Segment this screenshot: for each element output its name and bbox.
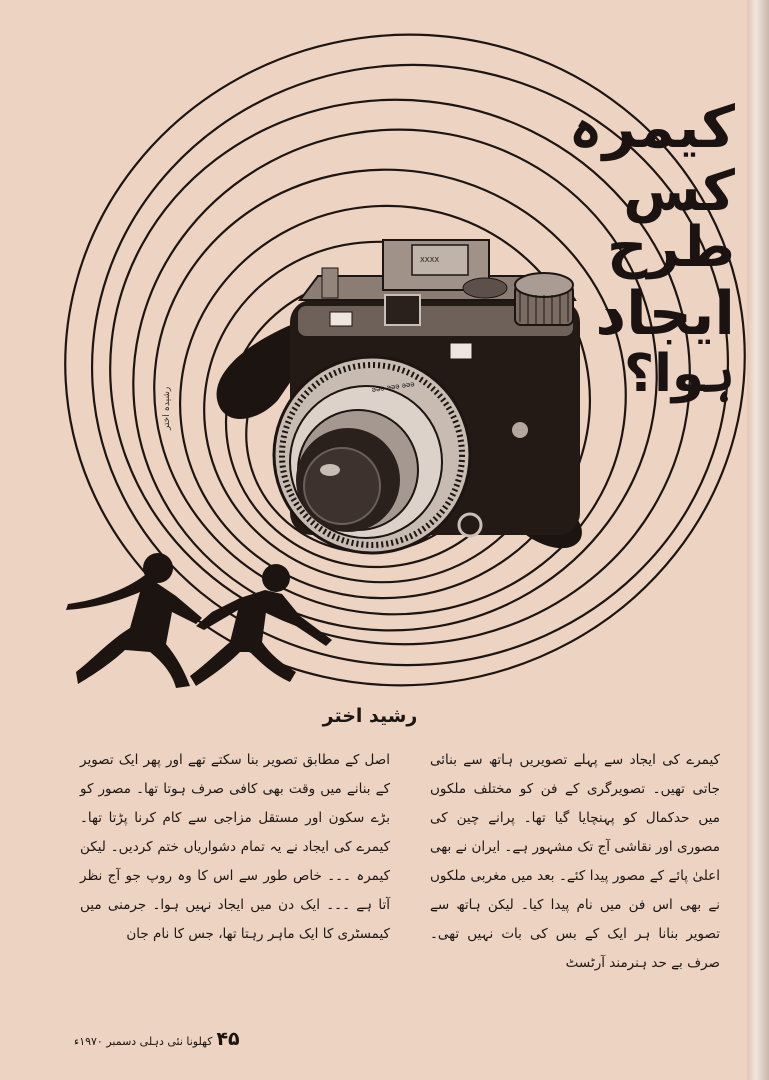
page-number: ۴۵: [216, 1028, 240, 1050]
article-paragraph: اصل کے مطابق تصویر بنا سکتے تھے اور پھر ایک تصویر کے بنانے میں وقت بھی کافی صرف ہوتا تھا۔ مصور کو بڑے سکون اور مستقل مزاجی سے کام کرنا پڑتا تھا۔ کیمرے کی ایجاد نے یہ تمام دشواریاں ختم کردیں۔ لیکن کیمرہ ۔۔۔ خاص طور سے اس کا وہ روپ جو آج نظر آتا ہے ۔۔۔ ایک دن میں ایجاد نہیں ہوا۔ جرمنی میں کیمسٹری کا ایک ماہر رہتا تھا، جس کا نام جان: [80, 752, 390, 942]
title-line-4: ہوا؟: [623, 344, 735, 404]
article-column-left: [80, 746, 390, 949]
title-line-2: کس طرح: [607, 159, 735, 280]
title-line-1: کیمرہ: [568, 93, 735, 161]
article-title: [525, 93, 735, 404]
publication-line: کھلونا نئی دہلی دسمبر ۱۹۷۰ء: [74, 1035, 213, 1048]
author-byline: رشید اختر: [322, 705, 418, 727]
article-paragraph: کیمرے کی ایجاد سے پہلے تصویریں ہاتھ سے بنائی جاتی تھیں۔ تصویرگری کے فن کو مختلف ملکوں میں حدکمال کو پہنچایا گیا تھا۔ پرانے چین کی مصوری اور نقاشی آج تک مشہور ہے۔ ایران نے بھی اعلیٰ پائے کے مصور پیدا کئے۔ بعد میں مغربی ملکوں نے بھی اس فن میں نام پیدا کیا۔ لیکن ہاتھ سے تصویر بنانا ہر ایک کے بس کی بات نہیں تھی۔ صرف بے حد ہنرمند آرٹسٹ: [430, 752, 720, 971]
article-column-right: [430, 746, 720, 978]
svg-text:XXXX: XXXX: [420, 256, 440, 264]
illustrator-signature: رشیدہ اختر: [162, 386, 172, 430]
camera-lens: [274, 357, 470, 553]
page-footer: [74, 1028, 240, 1050]
title-line-3: ایجاد: [595, 279, 735, 349]
svg-text:ǝǝǝ ǝǝǝ ǝǝǝ: ǝǝǝ ǝǝǝ ǝǝǝ: [371, 380, 416, 394]
